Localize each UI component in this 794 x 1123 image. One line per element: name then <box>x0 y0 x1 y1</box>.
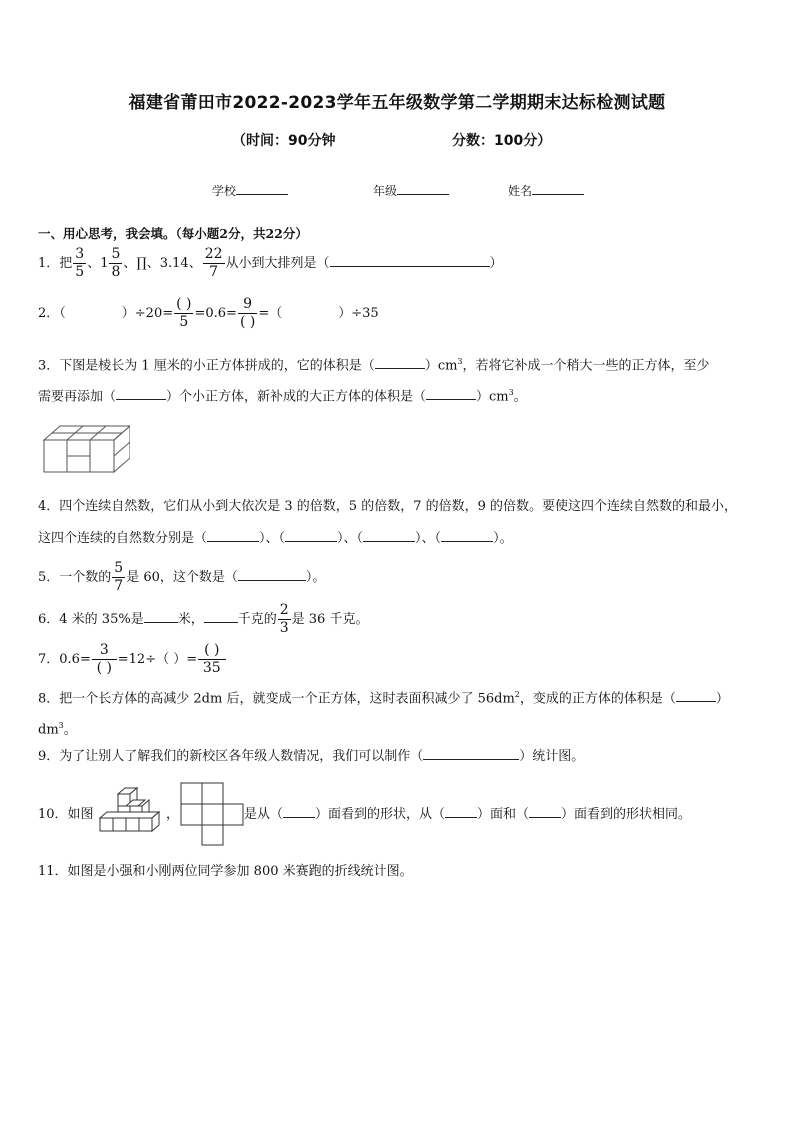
question-6 <box>38 602 368 637</box>
q4-blank-4[interactable] <box>441 529 493 542</box>
q3-text-2: ，若将它补成一个稍大一些的正方体，至少 <box>462 358 710 374</box>
q7-text-1: 7．0.6= <box>38 652 91 667</box>
cube-stack-figure <box>38 418 130 478</box>
question-2 <box>38 296 379 331</box>
q2-b: =0.6= <box>194 306 237 321</box>
q6-text-3: 千克的 <box>237 612 277 627</box>
q1-prefix: 1．把 <box>38 256 73 271</box>
question-10-text <box>244 805 691 825</box>
q5-fraction: $\frac{5}{7}$ <box>114 560 124 594</box>
q4-end: ）。 <box>493 531 513 546</box>
q1-text: 从小到大排列是（ <box>225 256 330 271</box>
q2-d: ）÷35 <box>338 306 379 321</box>
q3-text-3: 需要再添加（ <box>38 389 117 405</box>
q6-text-2: 米， <box>177 612 204 627</box>
q5-answer-blank[interactable] <box>238 568 306 581</box>
q3-unit-1: ）cm <box>424 358 458 374</box>
q9-end: ）统计图。 <box>519 749 585 764</box>
exam-time: （时间：90分钟 <box>232 133 336 149</box>
q6-text-4: 是 36 千克。 <box>291 612 369 627</box>
q10-text-3: ）面和（ <box>477 807 530 822</box>
q4-sep-3: ）、（ <box>415 531 442 546</box>
q1-fraction-2: $\frac{5}{8}$ <box>111 246 121 280</box>
q2-fraction-2: $\frac{9}{( )}$ <box>239 296 256 330</box>
question-11: 11．如图是小强和小刚两位同学参加 800 米赛跑的折线统计图。 <box>38 864 413 879</box>
q2-fraction-1: $\frac{( )}{5}$ <box>176 296 192 330</box>
q10-grid-cell-4 <box>202 804 223 825</box>
question-3-line-1 <box>38 352 710 376</box>
q10-grid-cell-2 <box>202 783 223 804</box>
q4-sep-2: ）、（ <box>337 531 364 546</box>
q10-bottom-1 <box>100 818 113 831</box>
q3-sup-1: 3 <box>457 357 463 366</box>
q1-end: ） <box>489 256 503 271</box>
name-label: 姓名 <box>508 184 533 198</box>
q9-answer-blank[interactable] <box>423 747 519 760</box>
q10-view-grid <box>180 782 244 846</box>
question-7 <box>38 642 227 677</box>
q1-fraction-3: $\frac{22}{7}$ <box>204 246 223 280</box>
q3-text-4: ）个小正方体，新补成的大正方体的体积是（ <box>166 389 427 405</box>
exam-score: 分数：100分） <box>452 133 552 149</box>
q8-unit: dm <box>38 722 59 738</box>
question-4-line-2 <box>38 529 513 549</box>
q10-cube-figure <box>98 786 164 838</box>
q4-blank-1[interactable] <box>207 529 259 542</box>
question-5 <box>38 560 325 595</box>
question-4-line-1: 4．四个连续自然数，它们从小到大依次是 3 的倍数，5 的倍数，7 的倍数，9 的倍数。要使这四个连续自然数的和最小， <box>38 499 738 514</box>
question-3-line-2 <box>38 383 527 407</box>
q3-blank-3[interactable] <box>426 387 476 400</box>
question-10-prefix: 10．如图 <box>38 807 94 822</box>
q6-blank-1[interactable] <box>144 610 178 623</box>
q5-end: ）。 <box>305 570 326 585</box>
grade-label: 年级 <box>373 184 398 198</box>
q10-bottom-4 <box>139 818 152 831</box>
q3-text-5: 。 <box>513 389 527 405</box>
q8-sup-2: 3 <box>58 721 64 730</box>
q8-text-4: 。 <box>63 722 77 738</box>
cube-side-div <box>114 442 130 456</box>
q8-text-3: ） <box>715 691 729 707</box>
q10-bottom-2 <box>113 818 126 831</box>
q10-grid-cell-3 <box>181 804 202 825</box>
q10-blank-1[interactable] <box>283 805 315 818</box>
q9-text: 9．为了让别人了解我们的新校区各年级人数情况，我们可以制作（ <box>38 749 424 764</box>
q7-text-2: =12÷（ ）= <box>117 652 198 667</box>
q10-bottom-top <box>100 812 159 818</box>
q10-blank-3[interactable] <box>529 805 561 818</box>
q4-sep-1: ）、（ <box>259 531 286 546</box>
q1-answer-blank[interactable] <box>330 254 490 267</box>
q1-fraction-1: $\frac{3}{5}$ <box>75 246 85 280</box>
q10-grid-cell-1 <box>181 783 202 804</box>
school-field[interactable] <box>212 182 288 199</box>
q7-fraction-2: $\frac{( )}{35}$ <box>198 642 225 677</box>
grade-blank[interactable] <box>397 182 449 195</box>
q8-answer-blank[interactable] <box>676 689 716 702</box>
q4-blank-3[interactable] <box>363 529 415 542</box>
q4-blank-2[interactable] <box>285 529 337 542</box>
q6-text-1: 6．4 米的 35%是 <box>38 612 144 627</box>
q1-sep: 、1 <box>87 256 109 271</box>
q8-sup-1: 2 <box>514 690 520 699</box>
school-blank[interactable] <box>236 182 288 195</box>
q2-a: ）÷20= <box>121 306 174 321</box>
question-8-line-2 <box>38 716 77 740</box>
q3-text-1: 3．下图是棱长为 1 厘米的小正方体拼成的，它的体积是（ <box>38 358 375 374</box>
name-blank[interactable] <box>532 182 584 195</box>
q4-text: 这四个连续的自然数分别是（ <box>38 531 208 546</box>
q10-comma: ， <box>166 807 180 822</box>
q6-blank-2[interactable] <box>204 610 238 623</box>
q6-fraction: $\frac{2}{3}$ <box>279 602 289 636</box>
q3-unit-2: ）cm <box>476 389 509 405</box>
q10-bottom-3 <box>126 818 139 831</box>
q5-prefix: 5．一个数的 <box>38 570 112 585</box>
q3-blank-2[interactable] <box>116 387 166 400</box>
page-title: 福建省莆田市2022-2023学年五年级数学第二学期期末达标检测试题 <box>128 93 666 113</box>
q10-text-2: ）面看到的形状，从（ <box>315 807 446 822</box>
q7-fraction-1: $\frac{3}{( )}$ <box>92 642 117 677</box>
name-field[interactable] <box>508 182 584 199</box>
q8-text-2: ，变成的正方体的体积是（ <box>519 691 676 707</box>
q10-grid-cell-5 <box>223 804 243 825</box>
section-heading: 一、用心思考，我会填。（每小题2分，共22分） <box>38 226 308 241</box>
q1-rest: 、∏、3.14、 <box>123 256 202 271</box>
question-8-line-1 <box>38 685 729 709</box>
q3-blank-1[interactable] <box>375 356 425 369</box>
q5-text: 是 60，这个数是（ <box>126 570 238 585</box>
question-9 <box>38 747 584 767</box>
q3-sup-2: 3 <box>508 388 514 397</box>
q2-prefix: 2．（ <box>38 306 66 321</box>
q10-grid-cell-6 <box>202 825 223 845</box>
q10-text-1: 是从（ <box>244 807 284 822</box>
q10-text-4: ）面看到的形状相同。 <box>561 807 692 822</box>
q10-blank-2[interactable] <box>445 805 477 818</box>
q2-c: =（ <box>258 306 283 321</box>
grade-field[interactable] <box>373 182 449 199</box>
school-label: 学校 <box>212 184 237 198</box>
q8-text-1: 8．把一个长方体的高减少 2dm 后，就变成一个正方体，这时表面积减少了 56dm <box>38 691 515 707</box>
question-1 <box>38 246 503 281</box>
